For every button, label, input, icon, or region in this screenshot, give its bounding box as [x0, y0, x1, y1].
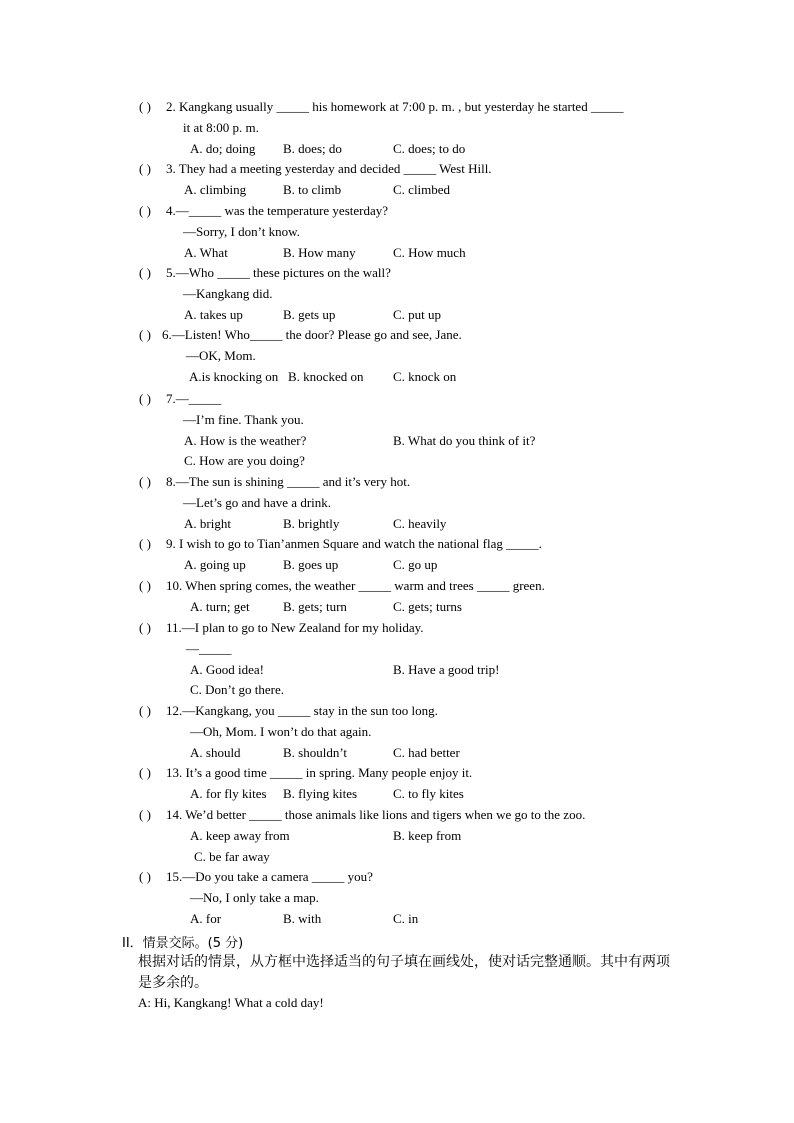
question-stem: 3. They had a meeting yesterday and decided _____ West Hill. — [166, 161, 492, 176]
question-continuation: —No, I only take a map. — [190, 889, 319, 905]
question-stem: 7.—_____ — [166, 391, 222, 406]
option[interactable]: B. flying kites — [283, 785, 358, 801]
answer-blank[interactable]: ( ) — [139, 99, 151, 114]
question-stem: 9. I wish to go to Tian’anmen Square and watch the national flag _____. — [166, 536, 542, 551]
answer-blank[interactable]: ( ) — [139, 765, 151, 780]
question-stem: 15.—Do you take a camera _____ you? — [166, 869, 373, 884]
option[interactable]: C. go up — [393, 556, 438, 572]
option[interactable]: A. What — [184, 244, 228, 260]
answer-blank[interactable]: ( ) — [139, 620, 151, 635]
section-instruction-line-2: 是多余的。 — [138, 975, 208, 991]
answer-blank[interactable]: ( ) — [139, 869, 151, 884]
option[interactable]: B. shouldn’t — [283, 744, 348, 760]
option[interactable]: C. had better — [393, 744, 460, 760]
answer-blank[interactable]: ( ) — [139, 578, 151, 593]
option[interactable]: B. How many — [283, 244, 356, 260]
question-continuation: it at 8:00 p. m. — [183, 119, 259, 135]
question-stem: 4.—_____ was the temperature yesterday? — [166, 203, 389, 218]
dialogue-line-1: A: Hi, Kangkang! What a cold day! — [138, 995, 324, 1010]
question-stem: 2. Kangkang usually _____ his homework at 7:00 p. m. , but yesterday he started _____ — [166, 99, 624, 114]
answer-blank[interactable]: ( ) — [139, 327, 151, 342]
answer-blank[interactable]: ( ) — [139, 807, 151, 822]
option[interactable]: A. keep away from — [190, 827, 290, 843]
option[interactable]: C. climbed — [393, 181, 451, 197]
answer-blank[interactable]: ( ) — [139, 265, 151, 280]
option[interactable]: C. How much — [393, 244, 466, 260]
option[interactable]: A. How is the weather? — [184, 432, 307, 448]
option[interactable]: A. turn; get — [190, 598, 250, 614]
option[interactable]: C. knock on — [393, 368, 457, 384]
option[interactable]: C. put up — [393, 306, 442, 322]
answer-blank[interactable]: ( ) — [139, 536, 151, 551]
option[interactable]: B. does; do — [283, 140, 342, 156]
question-continuation: —I’m fine. Thank you. — [183, 411, 304, 427]
question-continuation: —Kangkang did. — [183, 285, 273, 301]
answer-blank[interactable]: ( ) — [139, 203, 151, 218]
question-continuation: —Oh, Mom. I won’t do that again. — [190, 723, 372, 739]
option[interactable]: A. for fly kites — [190, 785, 267, 801]
section-instruction-line-1: 根据对话的情景，从方框中选择适当的句子填在画线处，使对话完整通顺。其中有两项 — [138, 954, 670, 970]
question-stem: 14. We’d better _____ those animals like lions and tigers when we go to the zoo. — [166, 807, 586, 822]
option[interactable]: B. to climb — [283, 181, 342, 197]
option[interactable]: C. Don’t go there. — [190, 682, 284, 698]
question-continuation: —Sorry, I don’t know. — [183, 223, 300, 239]
option[interactable]: B. brightly — [283, 515, 340, 531]
option[interactable]: B. gets up — [283, 306, 336, 322]
question-stem: 13. It’s a good time _____ in spring. Many people enjoy it. — [166, 765, 473, 780]
option[interactable]: B. with — [283, 910, 322, 926]
option[interactable]: A. Good idea! — [190, 661, 265, 677]
option[interactable]: A. do; doing — [190, 140, 256, 156]
question-stem: 11.—I plan to go to New Zealand for my holiday. — [166, 620, 424, 635]
option[interactable]: B. Have a good trip! — [393, 661, 500, 677]
option[interactable]: C. be far away — [194, 848, 270, 864]
question-stem: 6.—Listen! Who_____ the door? Please go and see, Jane. — [162, 327, 462, 342]
answer-blank[interactable]: ( ) — [139, 474, 151, 489]
option[interactable]: A. bright — [184, 515, 231, 531]
option[interactable]: C. How are you doing? — [184, 453, 305, 469]
option[interactable]: C. to fly kites — [393, 785, 464, 801]
question-stem: 8.—The sun is shining _____ and it’s very hot. — [166, 474, 411, 489]
option[interactable]: B. What do you think of it? — [393, 432, 536, 448]
section-heading: II．情景交际。(5 分) — [122, 936, 244, 951]
answer-blank[interactable]: ( ) — [139, 391, 151, 406]
option[interactable]: B. gets; turn — [283, 598, 347, 614]
option[interactable]: A. for — [190, 910, 222, 926]
option[interactable]: A. should — [190, 744, 241, 760]
option[interactable]: C. heavily — [393, 515, 447, 531]
question-continuation: —OK, Mom. — [186, 347, 256, 363]
option[interactable]: B. keep from — [393, 827, 462, 843]
option[interactable]: C. gets; turns — [393, 598, 462, 614]
question-stem: 12.—Kangkang, you _____ stay in the sun too long. — [166, 703, 438, 718]
option[interactable]: C. in — [393, 910, 419, 926]
answer-blank[interactable]: ( ) — [139, 703, 151, 718]
question-continuation: —_____ — [186, 640, 232, 656]
option[interactable]: A. climbing — [184, 181, 247, 197]
question-continuation: —Let’s go and have a drink. — [183, 494, 332, 510]
answer-blank[interactable]: ( ) — [139, 161, 151, 176]
option[interactable]: A. takes up — [184, 306, 243, 322]
option[interactable]: B. goes up — [283, 556, 339, 572]
option[interactable]: B. knocked on — [288, 368, 364, 384]
question-stem: 10. When spring comes, the weather _____ warm and trees _____ green. — [166, 578, 545, 593]
option[interactable]: C. does; to do — [393, 140, 466, 156]
option[interactable]: A. going up — [184, 556, 246, 572]
question-stem: 5.—Who _____ these pictures on the wall? — [166, 265, 391, 280]
option[interactable]: A.is knocking on — [189, 368, 279, 384]
